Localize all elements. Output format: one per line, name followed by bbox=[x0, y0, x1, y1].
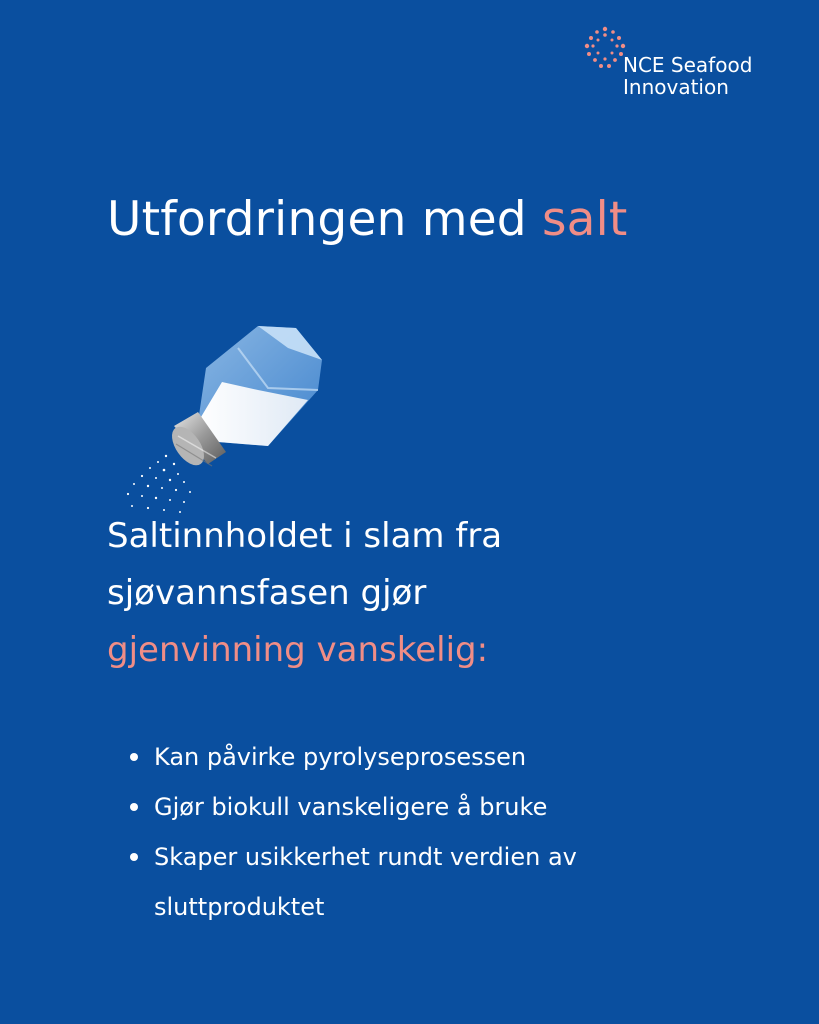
list-item-text: Gjør biokull vanskeligere å bruke bbox=[154, 793, 548, 821]
brand-name-line1: NCE Seafood bbox=[623, 53, 753, 77]
bullet-dot-icon bbox=[130, 803, 138, 811]
salt-shaker-icon bbox=[118, 318, 328, 528]
page-title bbox=[107, 190, 628, 250]
list-item-text: Skaper usikkerhet rundt verdien av bbox=[154, 843, 577, 871]
page-title-text: Utfordringen med bbox=[107, 192, 542, 247]
brand-logo bbox=[583, 26, 803, 106]
intro-highlight: gjenvinning vanskelig: bbox=[107, 630, 489, 670]
list-item-continuation bbox=[130, 882, 577, 932]
intro-text bbox=[107, 508, 502, 679]
star-burst-logo-icon bbox=[583, 26, 627, 70]
list-item bbox=[130, 832, 577, 882]
bullet-list bbox=[130, 732, 577, 932]
list-item-text: sluttproduktet bbox=[154, 893, 325, 921]
brand-name-line2: Innovation bbox=[623, 75, 729, 99]
bullet-dot-icon bbox=[130, 853, 138, 861]
list-item bbox=[130, 732, 577, 782]
brand-name bbox=[623, 54, 752, 98]
page-title-highlight: salt bbox=[541, 192, 628, 247]
intro-line-1: Saltinnholdet i slam fra bbox=[107, 516, 503, 556]
intro-line-2: sjøvannsfasen gjør bbox=[107, 573, 427, 613]
list-item bbox=[130, 782, 577, 832]
bullet-dot-icon bbox=[130, 753, 138, 761]
list-item-text: Kan påvirke pyrolyseprosessen bbox=[154, 743, 527, 771]
